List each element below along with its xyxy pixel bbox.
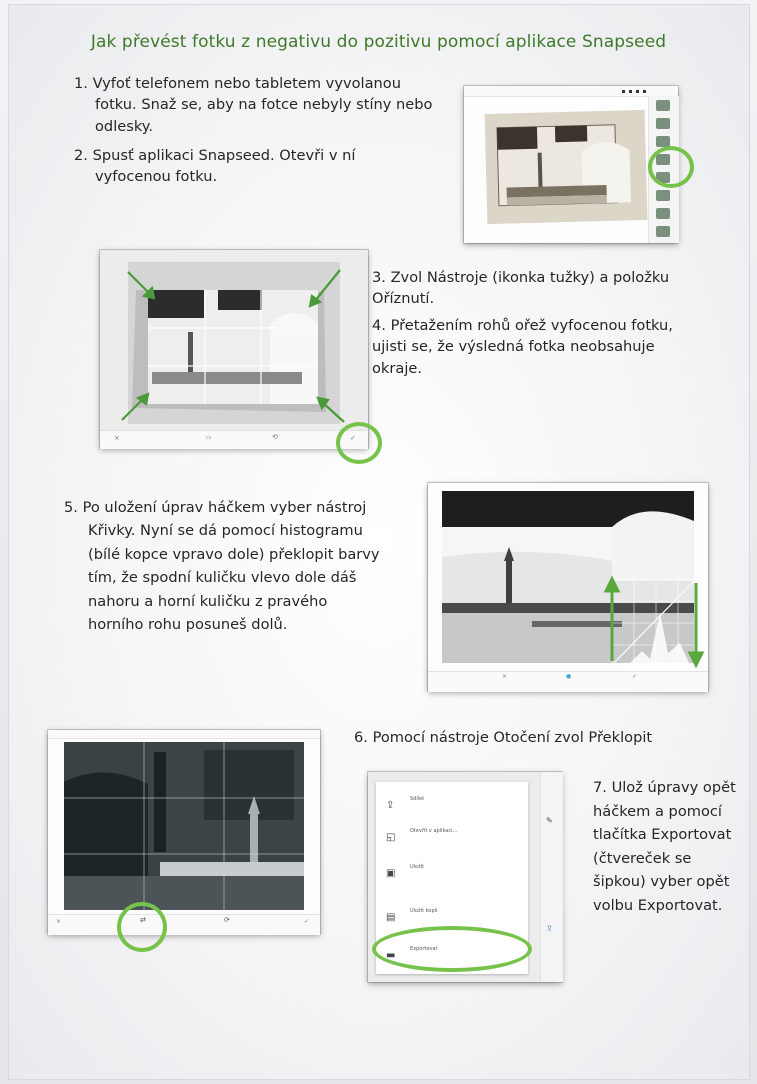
- menu-item-title: Uložit kopii: [410, 908, 438, 914]
- step-7-line: 7. Ulož úpravy opět: [593, 779, 736, 796]
- step-4-text: [372, 315, 673, 379]
- check-icon[interactable]: ✓: [304, 918, 310, 925]
- step-7-line: tlačítka Exportovat: [593, 826, 732, 844]
- highlight-ring-flip: [117, 902, 167, 952]
- negative-photo-illustration: [485, 110, 648, 224]
- export-button-icon[interactable]: ⇪: [546, 924, 553, 933]
- screenshot-curves: [428, 483, 708, 691]
- step-5-line: horního rohu posuneš dolů.: [88, 616, 288, 634]
- menu-item-save[interactable]: [376, 854, 526, 898]
- open-with-icon: ◱: [386, 832, 396, 843]
- step-2-line: vyfocenou fotku.: [95, 168, 218, 186]
- rotate-photo: [64, 742, 304, 910]
- curve-preset-icon[interactable]: ●: [566, 673, 572, 680]
- step-1-text: [74, 73, 432, 137]
- menu-item-title: Exportovat: [410, 946, 438, 952]
- save-icon: ▣: [386, 868, 396, 879]
- menu-item-title: Otevřít v aplikaci...: [410, 828, 458, 834]
- rotate-icon[interactable]: ⟲: [272, 433, 278, 441]
- document-title: Jak převést fotku z negativu do pozitivu pomocí aplikace Snapseed: [90, 32, 667, 52]
- rotate-icon[interactable]: ⟳: [224, 916, 230, 924]
- close-icon[interactable]: ×: [56, 918, 62, 925]
- crop-arrows: [100, 250, 368, 448]
- step-3-line: 3. Zvol Nástroje (ikonka tužky) a položku: [372, 269, 670, 286]
- highlight-ring-tools: [648, 146, 694, 188]
- app-topbar-dots: [622, 90, 648, 93]
- step-5-line: Křivky. Nyní se dá pomocí histogramu: [88, 522, 363, 540]
- check-icon[interactable]: ✓: [350, 434, 356, 442]
- step-7-text: [593, 776, 736, 918]
- curves-overlay: [428, 483, 708, 691]
- step-4-line: okraje.: [372, 359, 422, 377]
- share-icon: ⇪: [386, 800, 395, 811]
- step-2-line: 2. Spusť aplikaci Snapseed. Otevři v ní: [74, 147, 356, 164]
- menu-item-title: Sdílet: [410, 796, 425, 802]
- rotate-bottombar: [48, 914, 320, 935]
- pencil-icon[interactable]: ✎: [546, 816, 553, 825]
- flip-icon[interactable]: ⇄: [140, 916, 146, 924]
- step-5-line: tím, že spodní kuličku vlevo dole dáš: [88, 569, 357, 587]
- highlight-ring-export: [372, 926, 532, 972]
- close-icon[interactable]: ×: [114, 434, 120, 442]
- tool-icon[interactable]: [656, 190, 670, 201]
- rotate-photo-illustration: [64, 742, 304, 910]
- menu-item-title: Uložit: [410, 864, 425, 870]
- save-copy-icon: ▤: [386, 912, 396, 923]
- step-5-line: (bílé kopce vpravo dole) překlopit barvy: [88, 545, 380, 563]
- highlight-ring-confirm: [336, 422, 382, 464]
- step-7-line: (čtvereček se: [593, 849, 692, 867]
- export-icon: ▬: [386, 950, 396, 961]
- tool-icon[interactable]: [656, 208, 670, 219]
- step-2-text: [74, 145, 355, 188]
- rotate-topbar: [48, 730, 320, 739]
- screenshot-open-photo: [464, 86, 678, 243]
- export-sidebar: [540, 772, 563, 982]
- aspect-icon[interactable]: ▭: [206, 434, 212, 441]
- step-1-line: odlesky.: [95, 117, 153, 135]
- photographed-negative: [485, 110, 648, 224]
- check-icon[interactable]: ✓: [632, 673, 638, 680]
- step-5-line: nahoru a horní kuličku z pravého: [88, 592, 328, 610]
- tool-icon[interactable]: [656, 226, 670, 237]
- step-5-line: 5. Po uložení úprav háčkem vyber nástroj: [64, 499, 367, 516]
- screenshot-rotate: [48, 730, 320, 934]
- step-4-line: 4. Přetažením rohů ořež vyfocenou fotku,: [372, 317, 673, 334]
- step-1-line: fotku. Snaž se, aby na fotce nebyly stíny nebo: [95, 96, 433, 114]
- close-icon[interactable]: ×: [502, 673, 508, 680]
- step-7-line: háčkem a pomocí: [593, 802, 722, 820]
- step-1-line: 1. Vyfoť telefonem nebo tabletem vyvolanou: [74, 75, 401, 92]
- tool-icon[interactable]: [656, 100, 670, 111]
- step-7-line: volbu Exportovat.: [593, 896, 723, 914]
- step-4-line: ujisti se, že výsledná fotka neobsahuje: [372, 338, 655, 356]
- step-3-text: [372, 267, 669, 310]
- step-6-text: 6. Pomocí nástroje Otočení zvol Překlopit: [354, 729, 653, 746]
- tool-icon[interactable]: [656, 118, 670, 129]
- crop-bottombar: [100, 430, 368, 449]
- step-3-line: Oříznutí.: [372, 290, 435, 308]
- screenshot-crop: [100, 250, 368, 448]
- step-5-text: [64, 496, 380, 636]
- step-7-line: šipkou) vyber opět: [593, 873, 730, 891]
